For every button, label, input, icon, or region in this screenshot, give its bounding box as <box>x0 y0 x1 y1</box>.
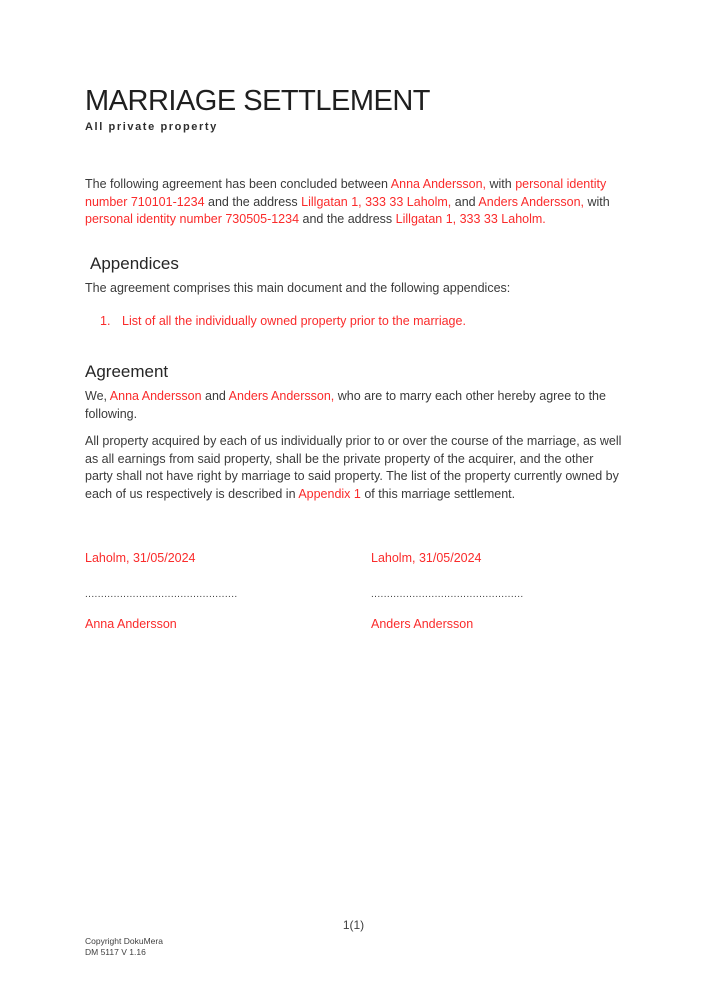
signature-block-right <box>371 550 622 633</box>
field-value-text: Appendix 1 <box>298 486 361 501</box>
appendix-item-number: 1. <box>100 314 111 329</box>
static-text: and the address <box>204 194 302 209</box>
static-text: The following agreement has been concluded between <box>85 177 391 191</box>
field-value-text: personal identity number 730505-1234 <box>85 212 300 227</box>
static-text: with <box>584 194 610 209</box>
copyright-line: Copyright DokuMera <box>85 936 163 946</box>
document-id-line: DM 5117 V 1.16 <box>85 946 146 957</box>
static-text: who are to marry each other hereby agree to the following. <box>85 388 606 421</box>
appendix-list-item <box>85 313 622 331</box>
static-text: and <box>201 388 229 403</box>
signature-line-right: ................................................ <box>371 588 524 600</box>
field-value-text: Anders Andersson, <box>228 388 335 403</box>
field-value-text: Anna Andersson, <box>390 177 486 191</box>
agreement-terms-paragraph <box>85 433 622 503</box>
appendices-heading: Appendices <box>90 253 179 273</box>
signature-block-left <box>85 550 371 633</box>
document-content <box>85 0 622 633</box>
static-text: We, <box>85 388 110 403</box>
field-value-text: Anders Andersson, <box>478 194 585 209</box>
agreement-heading: Agreement <box>85 361 169 381</box>
signature-place-date-right: Laholm, 31/05/2024 <box>371 550 482 565</box>
static-text: with <box>486 177 516 191</box>
signature-place-date-left: Laholm, 31/05/2024 <box>85 550 196 565</box>
static-text: All property acquired by each of us individually prior to or over the course of the marriage, as well as all earnings from said property, shall be the private property of the acquirer, and the other party shall not have right by marriage to said property. The list of the property currently owned by each of us respectively is described in <box>85 434 622 501</box>
intro-paragraph <box>85 176 622 229</box>
appendix-item-text: List of all the individually owned property prior to the marriage. <box>122 314 466 329</box>
page-number: 1(1) <box>342 918 365 932</box>
signature-name-right: Anders Andersson <box>371 616 474 631</box>
signature-area <box>85 550 622 633</box>
agreement-parties-paragraph <box>85 388 622 423</box>
document-subtitle: All private property <box>85 121 218 133</box>
appendices-intro-paragraph: The agreement comprises this main document and the following appendices: <box>85 280 511 295</box>
document-title: MARRIAGE SETTLEMENT <box>85 85 430 117</box>
signature-name-left: Anna Andersson <box>85 616 177 631</box>
field-value-text: Lillgatan 1, 333 33 Laholm, <box>301 194 452 209</box>
static-text: and <box>451 194 479 209</box>
static-text: and the address <box>299 212 396 227</box>
copyright-footer <box>85 936 163 957</box>
appendix-list <box>85 313 622 331</box>
signature-line-left: ................................................ <box>85 588 238 600</box>
field-value-text: Anna Andersson <box>109 388 202 403</box>
field-value-text: personal identity number 710101-1234 <box>85 177 607 209</box>
static-text: of this marriage settlement. <box>360 486 516 501</box>
field-value-text: Lillgatan 1, 333 33 Laholm. <box>395 212 546 227</box>
